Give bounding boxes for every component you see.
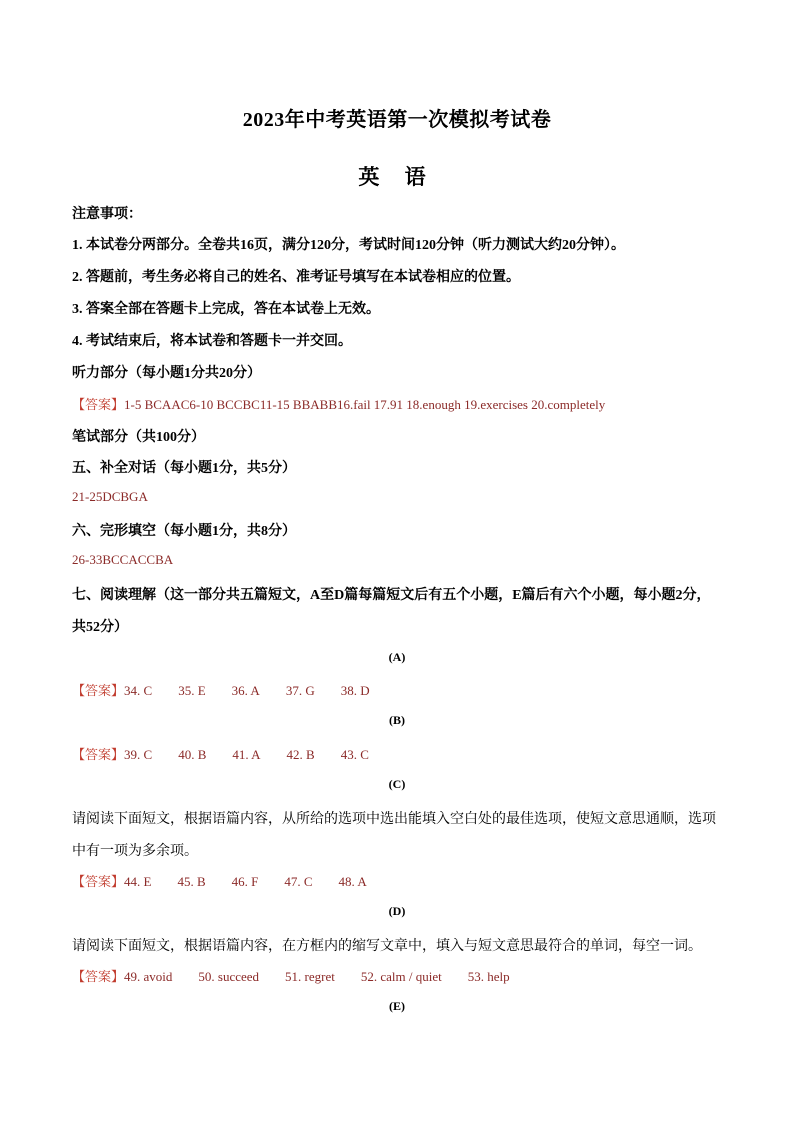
notice-item-4: 4. 考试结束后，将本试卷和答题卡一并交回。 (72, 334, 352, 349)
notice-heading: 注意事项： (72, 207, 142, 222)
passage-a-label: (A) (388, 650, 406, 664)
answer-tag: 【答案】 (72, 874, 125, 889)
answer-item: 53. help (467, 969, 510, 984)
answer-item: 34. C (124, 683, 153, 698)
passage-d-instruction: 请阅读下面短文，根据语篇内容，在方框内的缩写文章中，填入与短文意思最符合的单词，每空一词。 (72, 939, 702, 954)
passage-d-answers (72, 966, 510, 985)
answer-item: 38. D (340, 683, 370, 698)
answer-item: 50. succeed (198, 969, 260, 984)
written-heading: 笔试部分（共100分） (72, 430, 205, 445)
section5-heading: 五、补全对话（每小题1分，共5分） (72, 461, 296, 476)
answer-item: 37. G (285, 683, 315, 698)
passage-c-answers (72, 871, 367, 890)
answer-item: 51. regret (285, 969, 335, 984)
answer-item: 49. avoid (124, 969, 173, 984)
answer-item: 35. E (178, 683, 206, 698)
answer-item: 44. E (124, 874, 152, 889)
notice-item-3: 3. 答案全部在答题卡上完成，答在本试卷上无效。 (72, 302, 380, 317)
answer-item: 41. A (232, 747, 261, 762)
subject-title: 英 语 (358, 165, 436, 189)
section6-answer: 26-33BCCACCBA (72, 552, 174, 567)
answer-item: 52. calm / quiet (360, 969, 442, 984)
section6-heading: 六、完形填空（每小题1分，共8分） (72, 524, 296, 539)
answer-item: 48. A (338, 874, 367, 889)
passage-c-label: (C) (388, 777, 406, 791)
passage-e-label: (E) (389, 999, 405, 1013)
answer-item: 45. B (177, 874, 206, 889)
listening-answer: 1-5 BCAAC6-10 BCCBC11-15 BBABB16.fail 17.91 18.enough 19.exercises 20.completely (124, 397, 606, 412)
section7-heading-line2: 共52分） (72, 620, 128, 635)
answer-tag: 【答案】 (72, 683, 125, 698)
section5-answer: 21-25DCBGA (72, 489, 148, 504)
page-title: 2023年中考英语第一次模拟考试卷 (242, 109, 552, 131)
answer-item: 47. C (284, 874, 313, 889)
answer-item: 42. B (286, 747, 315, 762)
passage-b-label: (B) (389, 713, 405, 727)
answer-tag: 【答案】 (72, 969, 125, 984)
section7-heading-line1: 七、阅读理解（这一部分共五篇短文，A至D篇每篇短文后有五个小题，E篇后有六个小题，每小题2分， (72, 588, 711, 603)
passage-c-instruction-line1: 请阅读下面短文，根据语篇内容，从所给的选项中选出能填入空白处的最佳选项，使短文意思通顺，选项 (72, 812, 716, 827)
answer-item: 36. A (231, 683, 260, 698)
answer-item: 39. C (124, 747, 153, 762)
listening-heading: 听力部分（每小题1分共20分） (72, 366, 261, 381)
notice-item-2: 2. 答题前，考生务必将自己的姓名、准考证号填写在本试卷相应的位置。 (72, 270, 520, 285)
answer-tag: 【答案】 (72, 747, 125, 762)
passage-c-instruction-line2: 中有一项为多余项。 (72, 844, 198, 859)
listening-answer-line (72, 394, 605, 413)
passage-a-answers (72, 680, 370, 699)
answer-item: 43. C (340, 747, 369, 762)
passage-d-label: (D) (388, 904, 406, 918)
passage-b-answers (72, 744, 369, 763)
answer-tag: 【答案】 (72, 397, 125, 412)
notice-item-1: 1. 本试卷分两部分。全卷共16页，满分120分，考试时间120分钟（听力测试大约20分钟）。 (72, 238, 625, 253)
answer-item: 46. F (231, 874, 259, 889)
answer-item: 40. B (178, 747, 207, 762)
